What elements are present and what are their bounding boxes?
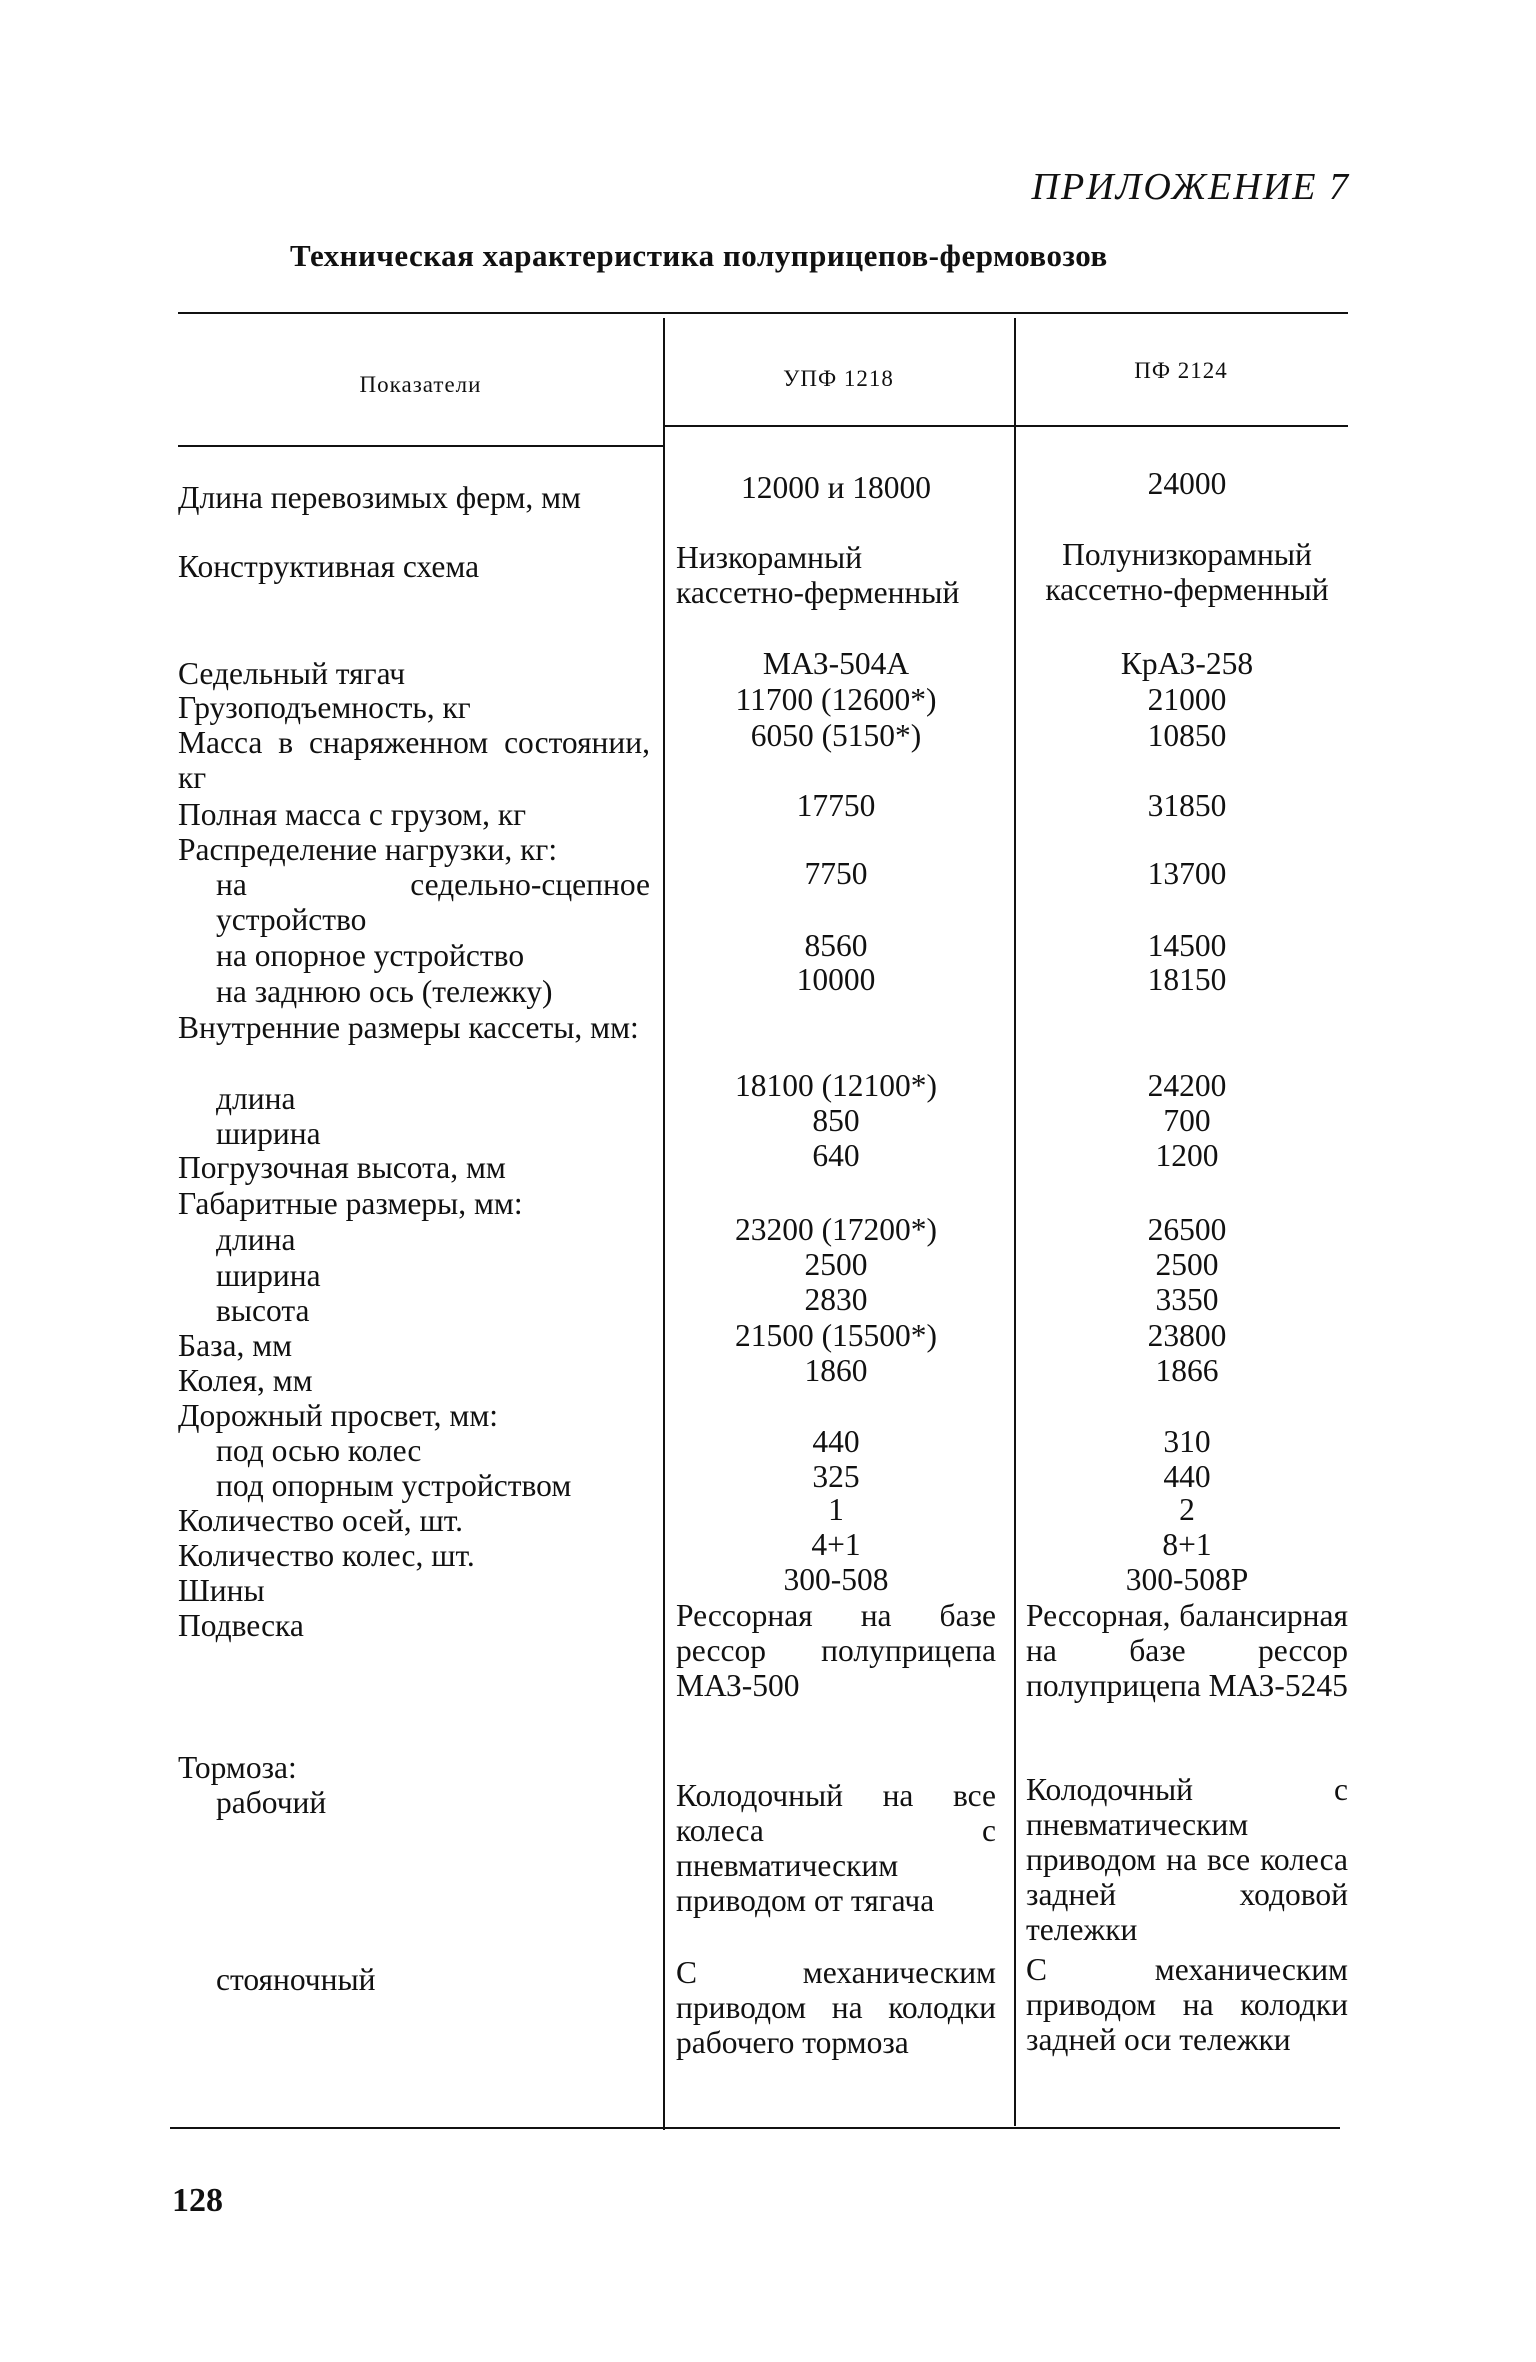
header-rule-left — [178, 445, 663, 447]
row-value-2: 2500 — [1155, 1247, 1219, 1282]
row-label: База, мм — [178, 1328, 293, 1363]
row-value-2: 440 — [1163, 1459, 1211, 1494]
table-top-rule — [178, 312, 1348, 314]
row-value-2: 23800 — [1147, 1318, 1227, 1353]
row-value-2: 8+1 — [1162, 1527, 1212, 1562]
row-value-1: Низкорамный кассетно-ферменный — [676, 540, 960, 610]
row-value-2: Колодочный с пневматическим приводом на все колеса задней ходовой тележки — [1026, 1772, 1348, 1947]
row-value-2: 26500 — [1147, 1212, 1227, 1247]
column-divider-1 — [663, 318, 665, 2130]
row-value-1: 17750 — [796, 788, 876, 823]
column-divider-2 — [1014, 318, 1016, 2126]
row-label: длина — [216, 1222, 296, 1257]
row-value-2: 3350 — [1155, 1282, 1219, 1317]
row-label: Дорожный просвет, мм: — [178, 1398, 499, 1433]
row-value-2: 21000 — [1147, 682, 1227, 717]
row-label: Грузоподъемность, кг — [178, 690, 471, 725]
row-value-1: 6050 (5150*) — [750, 718, 922, 753]
row-value-2: Полунизкорамный кассетно-ферменный — [1045, 537, 1329, 607]
row-label: на седельно-сцепное устройство — [216, 867, 650, 937]
header-rule-right — [663, 425, 1348, 427]
row-value-1: 12000 и 18000 — [740, 470, 932, 505]
row-value-2: Рессорная, балансирная на базе рессор полуприцепа МАЗ-5245 — [1026, 1598, 1348, 1703]
row-value-2: 310 — [1163, 1424, 1211, 1459]
row-label: на заднюю ось (тележку) — [216, 974, 553, 1009]
row-label: Седельный тягач — [178, 656, 406, 691]
row-label: высота — [216, 1293, 310, 1328]
row-label: Подвеска — [178, 1608, 304, 1643]
row-label: Количество колес, шт. — [178, 1538, 475, 1573]
row-value-1: 1860 — [804, 1353, 868, 1388]
row-value-1: Колодочный на все колеса с пневматическим приводом от тягача — [676, 1778, 996, 1918]
header-model-1: УПФ 1218 — [783, 366, 894, 391]
row-value-2: 13700 — [1147, 856, 1227, 891]
row-label: Тормоза: — [178, 1750, 297, 1785]
row-value-1: 850 — [812, 1103, 860, 1138]
row-label: под осью колес — [216, 1433, 422, 1468]
row-value-1: 7750 — [804, 856, 868, 891]
row-value-1: 325 — [812, 1459, 860, 1494]
page-number: 128 — [172, 2182, 223, 2219]
row-label: Габаритные размеры, мм: — [178, 1186, 523, 1221]
row-label: длина — [216, 1081, 296, 1116]
table-title: Техническая характеристика полуприцепов-фермовозов — [290, 238, 1108, 273]
row-label: Полная масса с грузом, кг — [178, 797, 527, 832]
row-value-2: 18150 — [1147, 962, 1227, 997]
row-value-1: 21500 (15500*) — [734, 1318, 938, 1353]
row-label: стояночный — [216, 1962, 376, 1997]
row-value-2: 31850 — [1147, 788, 1227, 823]
row-value-2: 1866 — [1155, 1353, 1219, 1388]
row-value-2: 14500 — [1147, 928, 1227, 963]
row-value-1: 4+1 — [811, 1527, 861, 1562]
row-label: ширина — [216, 1116, 321, 1151]
row-value-1: 440 — [812, 1424, 860, 1459]
row-label: на опорное устройство — [216, 938, 525, 973]
row-label: Длина перевозимых ферм, мм — [178, 480, 581, 515]
row-value-2: 10850 — [1147, 718, 1227, 753]
table-bottom-rule — [170, 2127, 1340, 2129]
row-value-2: 2 — [1179, 1492, 1195, 1527]
row-value-1: 10000 — [796, 962, 876, 997]
row-label: Колея, мм — [178, 1363, 313, 1398]
row-label: Шины — [178, 1573, 265, 1608]
row-value-1: 640 — [812, 1138, 860, 1173]
row-value-1: МАЗ-504А — [762, 646, 910, 681]
row-value-1: 1 — [828, 1492, 844, 1527]
row-value-1: 23200 (17200*) — [734, 1212, 938, 1247]
row-value-2: 24200 — [1147, 1068, 1227, 1103]
header-model-2: ПФ 2124 — [1134, 358, 1228, 383]
row-value-1: 8560 — [804, 928, 868, 963]
row-label: ширина — [216, 1258, 321, 1293]
row-value-1: 18100 (12100*) — [734, 1068, 938, 1103]
row-value-1: 2830 — [804, 1282, 868, 1317]
row-value-1: 11700 (12600*) — [735, 682, 937, 717]
row-label: Распределение нагрузки, кг: — [178, 832, 558, 867]
row-label: Количество осей, шт. — [178, 1503, 464, 1538]
row-label: Конструктивная схема — [178, 549, 480, 584]
row-label: рабочий — [216, 1785, 327, 1820]
row-label: Внутренние размеры кассеты, мм: — [178, 1010, 639, 1045]
row-value-1: 300-508 — [783, 1562, 889, 1597]
header-indicators: Показатели — [359, 372, 482, 397]
row-value-2: 700 — [1163, 1103, 1211, 1138]
row-label: Погрузочная высота, мм — [178, 1150, 506, 1185]
row-value-2: 24000 — [1147, 466, 1227, 501]
row-value-2: КрАЗ-258 — [1120, 646, 1254, 681]
row-value-1: С механическим приводом на колодки рабочего тормоза — [676, 1955, 996, 2060]
row-label: под опорным устройством — [216, 1468, 572, 1503]
row-value-2: 1200 — [1155, 1138, 1219, 1173]
row-label: Масса в снаряженном состоянии, кг — [178, 725, 650, 795]
row-value-2: 300-508Р — [1125, 1562, 1249, 1597]
row-value-1: Рессорная на базе рессор полуприцепа МАЗ-500 — [676, 1598, 996, 1703]
row-value-1: 2500 — [804, 1247, 868, 1282]
row-value-2: С механическим приводом на колодки задней оси тележки — [1026, 1952, 1348, 2057]
appendix-label: ПРИЛОЖЕНИЕ 7 — [1031, 166, 1350, 208]
